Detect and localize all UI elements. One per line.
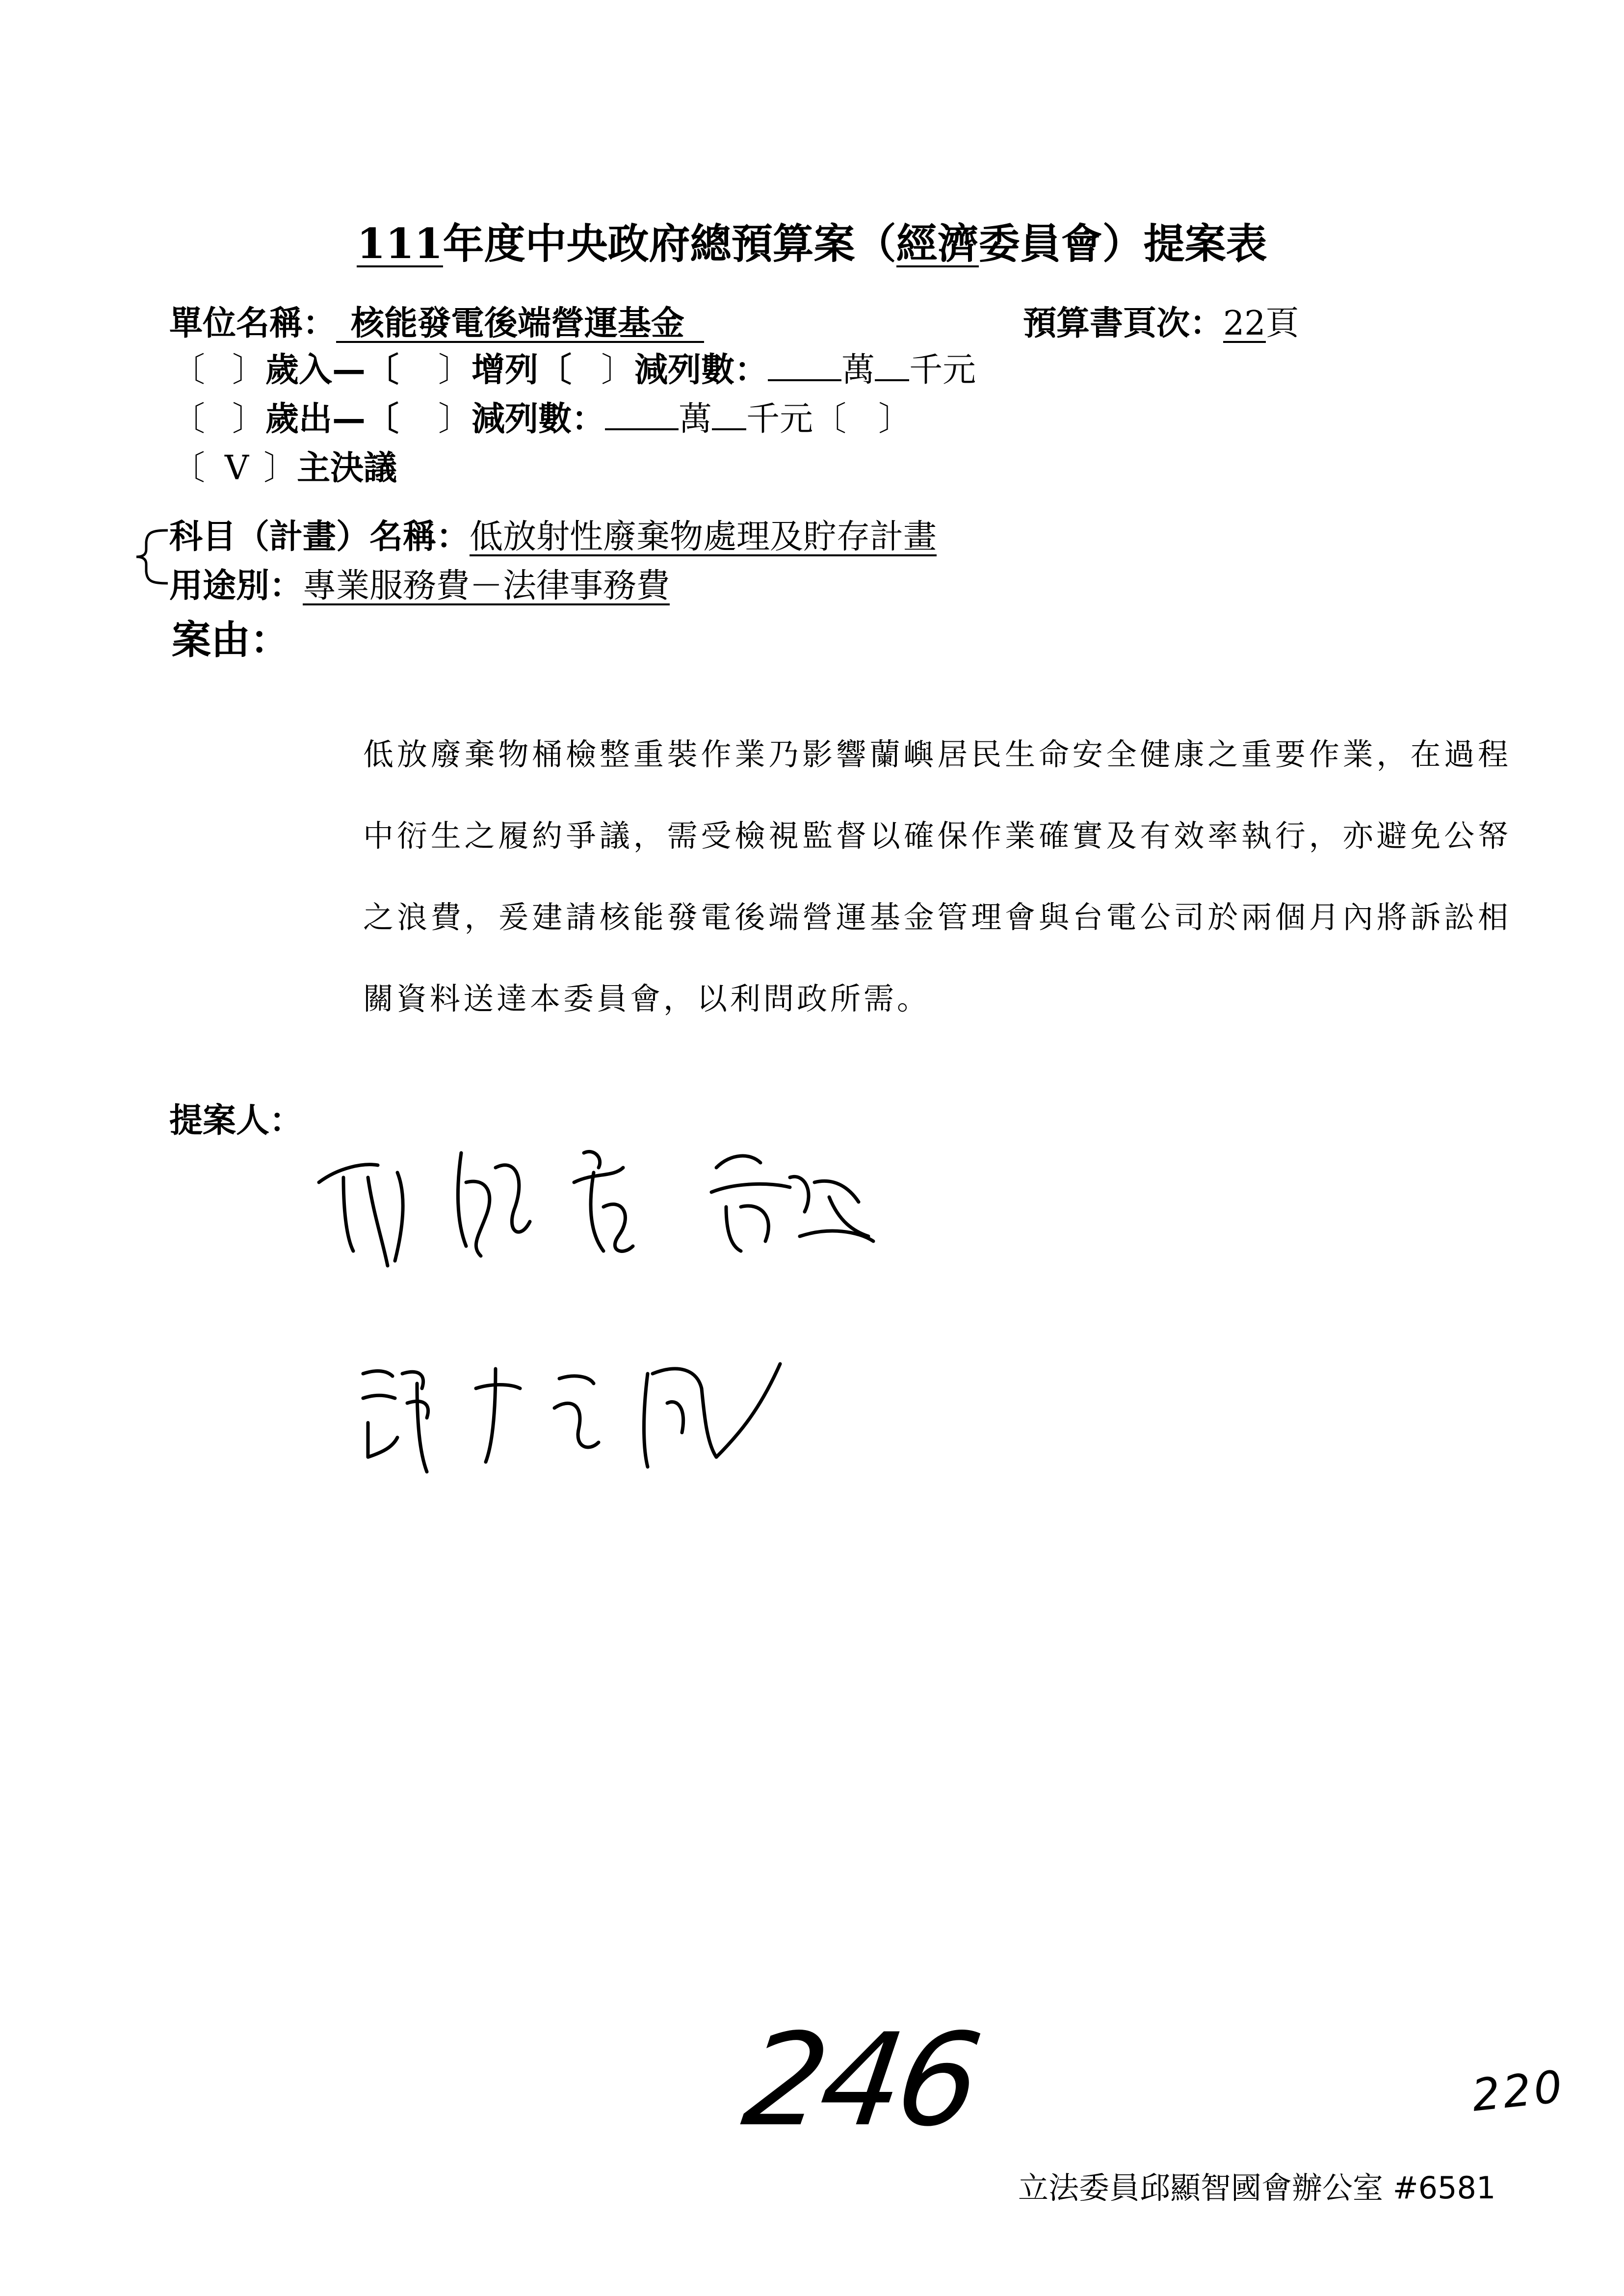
revenue-row	[172, 343, 976, 391]
office-footer: 立法委員邱顯智國會辦公室 #6581	[1018, 2170, 1496, 2206]
resolution-label: 主決議	[297, 449, 397, 488]
expense-wan: 萬	[679, 400, 712, 439]
unit-label: 單位名稱：	[169, 304, 337, 343]
form-title	[0, 211, 1624, 270]
resolution-row	[172, 442, 397, 489]
revenue-wan: 萬	[841, 351, 875, 390]
page-label: 預算書頁次：	[1023, 304, 1224, 343]
revenue-open: 〔	[172, 351, 206, 390]
title-year: 111	[357, 219, 443, 268]
expense-open: 〔	[172, 400, 206, 439]
subject-label: 科目（計畫）名稱：	[169, 518, 470, 556]
signature-qiu	[309, 1123, 898, 1285]
title-mid: 年度中央政府總預算案（	[443, 219, 896, 268]
expense-label: 歲出—〔	[265, 400, 399, 439]
subject-row	[169, 510, 937, 558]
page-num: 22	[1223, 304, 1266, 343]
signature-second	[353, 1334, 795, 1482]
usage-row	[169, 559, 670, 607]
subject-value: 低放射性廢棄物處理及貯存計畫	[470, 518, 937, 556]
expense-row	[172, 392, 912, 440]
page-ref	[1023, 297, 1299, 344]
bracket-mark	[132, 522, 172, 591]
usage-label: 用途別：	[169, 567, 303, 605]
resolution-mark: V	[225, 449, 249, 488]
reason-label: 案由：	[172, 617, 289, 663]
handwritten-corner-number: 220	[1469, 2061, 1568, 2122]
expense-qian: 千元〔	[746, 400, 847, 439]
revenue-qian: 千元	[909, 351, 976, 390]
title-after: 委員會）提案表	[978, 219, 1267, 268]
usage-value: 專業服務費－法律事務費	[303, 567, 670, 605]
revenue-decrease: 減列數：	[634, 351, 768, 390]
expense-decrease: 減列數：	[471, 400, 605, 439]
revenue-close2: 〕	[438, 351, 472, 390]
expense-close2: 〕	[438, 400, 472, 439]
unit-value: 核能發電後端營運基金	[336, 306, 704, 343]
revenue-close3: 〕	[601, 351, 635, 390]
resolution-open: 〔	[172, 449, 206, 488]
unit-row	[169, 297, 704, 344]
expense-close: 〕	[232, 400, 266, 439]
revenue-increase: 增列〔	[471, 351, 572, 390]
revenue-close: 〕	[232, 351, 266, 390]
resolution-close: 〕	[263, 449, 297, 488]
revenue-label: 歲入—〔	[265, 351, 399, 390]
proposer-label: 提案人：	[169, 1101, 303, 1140]
handwritten-page-number: 246	[735, 2007, 985, 2155]
page-unit: 頁	[1265, 304, 1299, 343]
title-committee: 經濟	[896, 219, 979, 268]
reason-text: 低放廢棄物桶檢整重裝作業乃影響蘭嶼居民生命安全健康之重要作業，在過程中衍生之履約爭議，需受檢視監督以確保作業確實及有效率執行，亦避免公帑之浪費，爰建請核能發電後端營運基金管理會與台電公司於兩個月內將訴訟相關資料送達本委員會，以利問政所需。	[363, 736, 1511, 1017]
expense-close3: 〕	[878, 400, 912, 439]
